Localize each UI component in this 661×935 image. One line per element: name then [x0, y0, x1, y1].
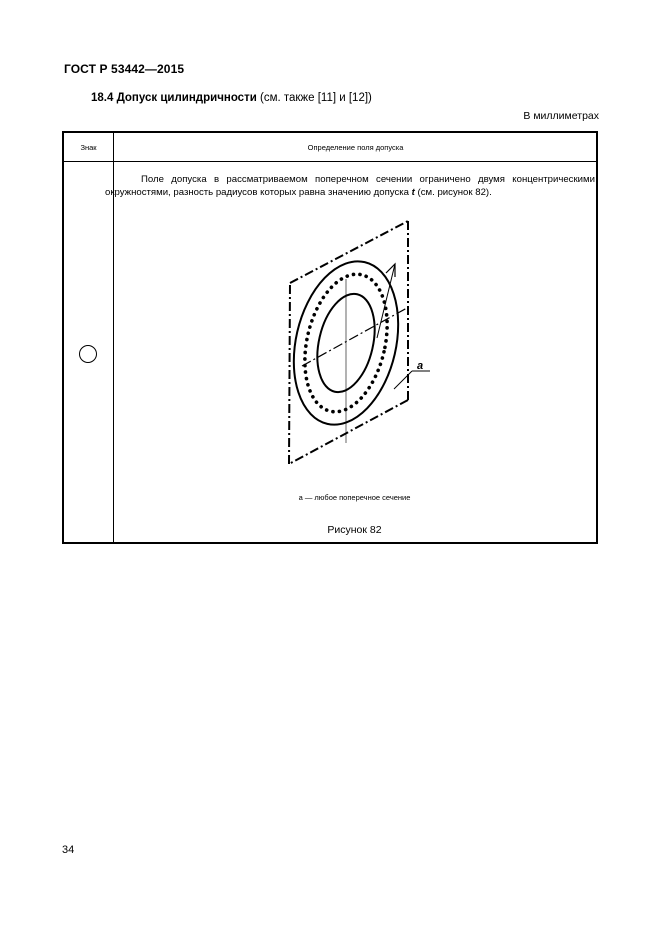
section-reference: (см. также [11] и [12]): [256, 92, 372, 104]
cylindricity-figure: [64, 133, 600, 546]
section-title: 18.4 Допуск цилиндричности: [91, 92, 257, 104]
plane-edge-left: [289, 283, 290, 464]
plane-edge-top: [290, 221, 408, 283]
figure-legend: a — любое поперечное сечение: [298, 493, 411, 502]
page-number: 34: [62, 844, 75, 856]
units-note: В миллиметрах: [523, 110, 599, 122]
figure-caption: Рисунок 82: [327, 524, 382, 536]
definition-text-part2: (см. рисунок 82).: [414, 186, 492, 198]
label-leader-line: [394, 371, 412, 389]
document-header: ГОСТ Р 53442—2015: [64, 62, 185, 76]
section-heading: [91, 92, 372, 104]
figure-label-a: a: [416, 360, 424, 372]
section-plane: [289, 221, 408, 464]
column-header-sign: Знак: [80, 143, 97, 152]
tolerance-table: [62, 131, 598, 544]
column-header-definition: Определение поля допуска: [307, 143, 404, 152]
definition-text-part1: Поле допуска в рассматриваемом поперечном сечении ограничено двумя концентрическими окружностями, разность радиусов которых равна значению допуска: [105, 174, 595, 198]
tolerance-variable: t: [411, 186, 415, 198]
